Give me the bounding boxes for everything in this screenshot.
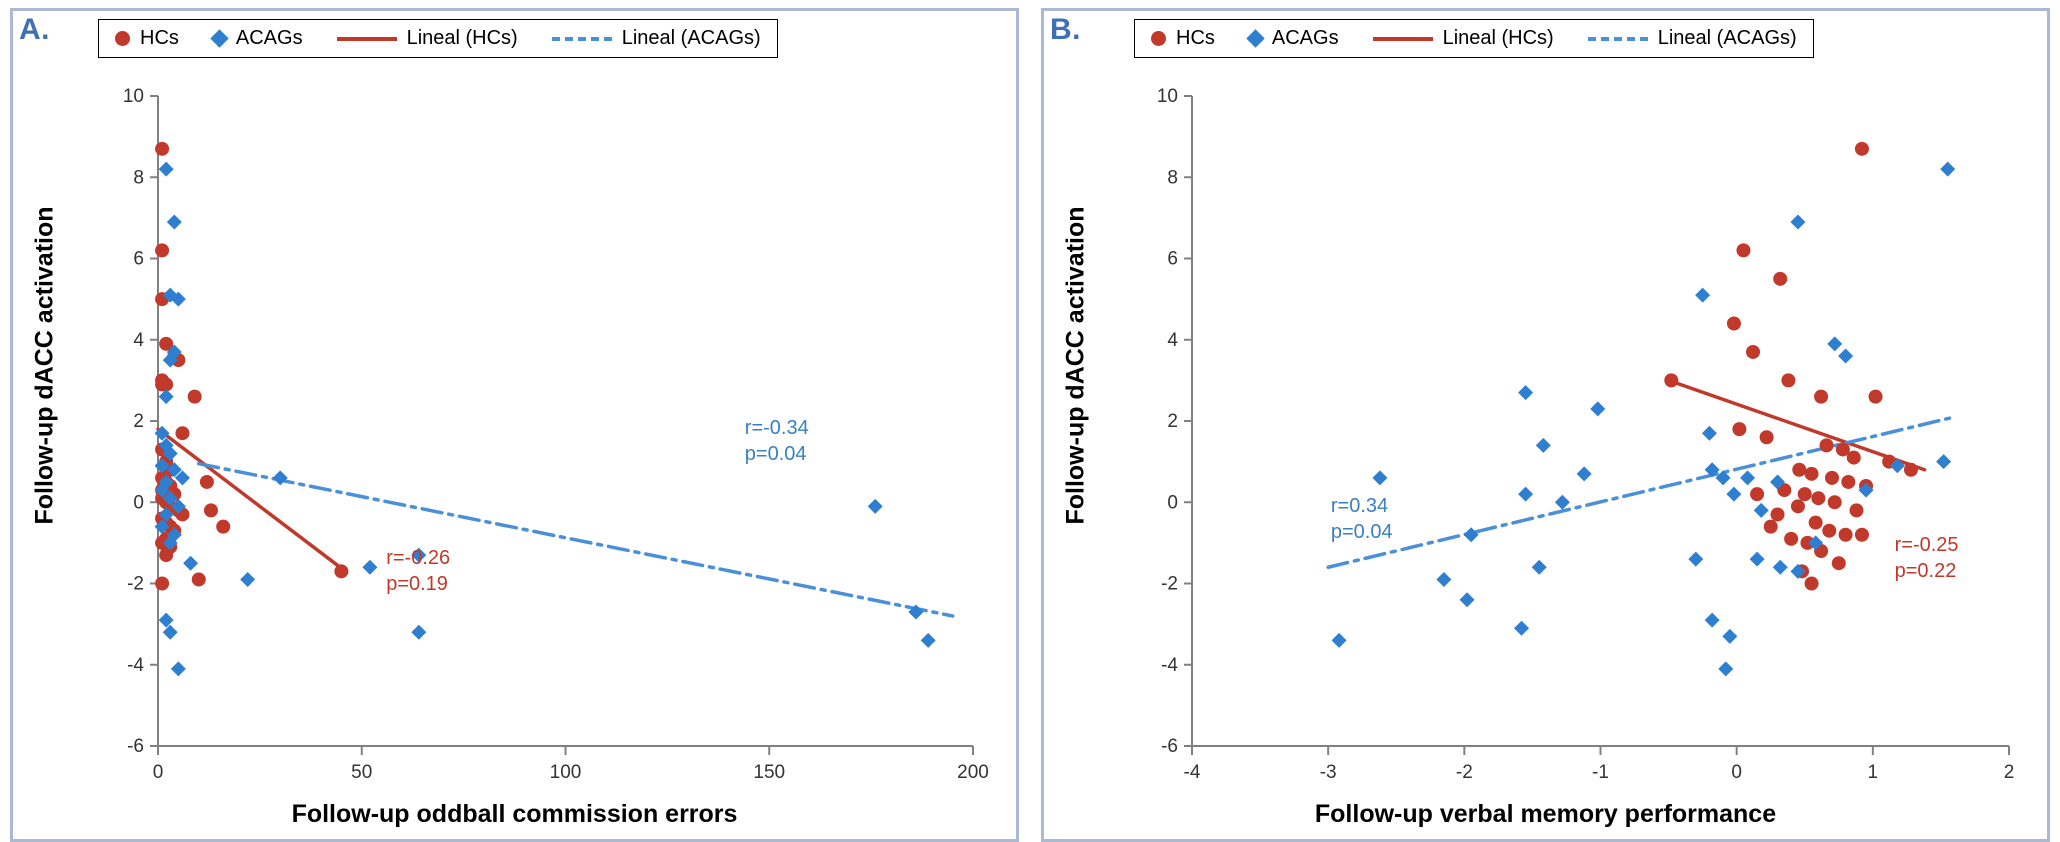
- svg-text:r=-0.34: r=-0.34: [744, 417, 809, 439]
- svg-text:-3: -3: [1319, 762, 1337, 783]
- svg-text:p=0.19: p=0.19: [386, 573, 448, 595]
- svg-text:1: 1: [1867, 762, 1879, 783]
- svg-text:2: 2: [133, 411, 144, 432]
- svg-text:0: 0: [1167, 492, 1178, 514]
- svg-text:-6: -6: [1161, 736, 1178, 757]
- svg-text:2: 2: [1167, 411, 1178, 432]
- svg-text:p=0.22: p=0.22: [1894, 560, 1957, 582]
- svg-text:r=-0.26: r=-0.26: [386, 547, 451, 569]
- svg-text:-6: -6: [127, 736, 144, 757]
- panel-a: [10, 8, 1019, 842]
- svg-text:6: 6: [1167, 248, 1178, 270]
- plot-area-b: [1044, 11, 2047, 839]
- panel-a-letter: A.: [19, 13, 50, 46]
- svg-text:100: 100: [549, 762, 582, 783]
- legend-label: Lineal (ACAGs): [621, 27, 761, 49]
- svg-text:-1: -1: [1592, 762, 1609, 783]
- svg-text:0: 0: [1731, 762, 1742, 783]
- y-axis-title-b: Follow-up dACC activation: [1061, 206, 1090, 525]
- legend-label: ACAGs: [235, 27, 303, 49]
- svg-text:-4: -4: [127, 654, 144, 676]
- svg-text:-4: -4: [1183, 762, 1201, 783]
- svg-text:8: 8: [1167, 167, 1178, 189]
- svg-text:r=0.34: r=0.34: [1330, 495, 1389, 517]
- svg-text:0: 0: [133, 492, 144, 514]
- svg-text:p=0.04: p=0.04: [1330, 521, 1393, 543]
- plot-area-a: [13, 11, 1016, 839]
- svg-text:150: 150: [753, 762, 786, 783]
- legend-label: ACAGs: [1271, 27, 1339, 49]
- x-axis-title-b: Follow-up verbal memory performance: [1314, 800, 1777, 828]
- svg-text:-4: -4: [1161, 654, 1178, 676]
- legend-label: HCs: [140, 27, 179, 49]
- svg-text:-2: -2: [127, 573, 144, 595]
- y-axis-title-a: Follow-up dACC activation: [30, 206, 59, 525]
- svg-text:10: 10: [1156, 86, 1178, 107]
- svg-text:-2: -2: [1161, 573, 1178, 595]
- legend-label: Lineal (HCs): [406, 27, 518, 49]
- svg-text:6: 6: [133, 248, 144, 270]
- scatter-plot-b: [1044, 11, 2044, 841]
- svg-text:50: 50: [351, 762, 373, 783]
- legend-label: Lineal (ACAGs): [1657, 27, 1797, 49]
- svg-text:p=0.04: p=0.04: [744, 443, 807, 465]
- svg-text:2: 2: [2003, 762, 2015, 783]
- x-axis-title-a: Follow-up oddball commission errors: [291, 800, 738, 828]
- svg-text:4: 4: [133, 329, 144, 351]
- scatter-plot-a: [13, 11, 1013, 841]
- svg-text:10: 10: [122, 86, 144, 107]
- svg-text:r=-0.25: r=-0.25: [1894, 534, 1959, 556]
- panel-b: [1041, 8, 2050, 842]
- legend-label: HCs: [1176, 27, 1215, 49]
- panel-b-letter: B.: [1050, 13, 1081, 46]
- svg-text:8: 8: [133, 167, 144, 189]
- svg-text:-2: -2: [1455, 762, 1473, 783]
- svg-text:4: 4: [1167, 329, 1178, 351]
- svg-text:200: 200: [957, 762, 989, 783]
- svg-text:0: 0: [152, 762, 164, 783]
- legend-label: Lineal (HCs): [1442, 27, 1554, 49]
